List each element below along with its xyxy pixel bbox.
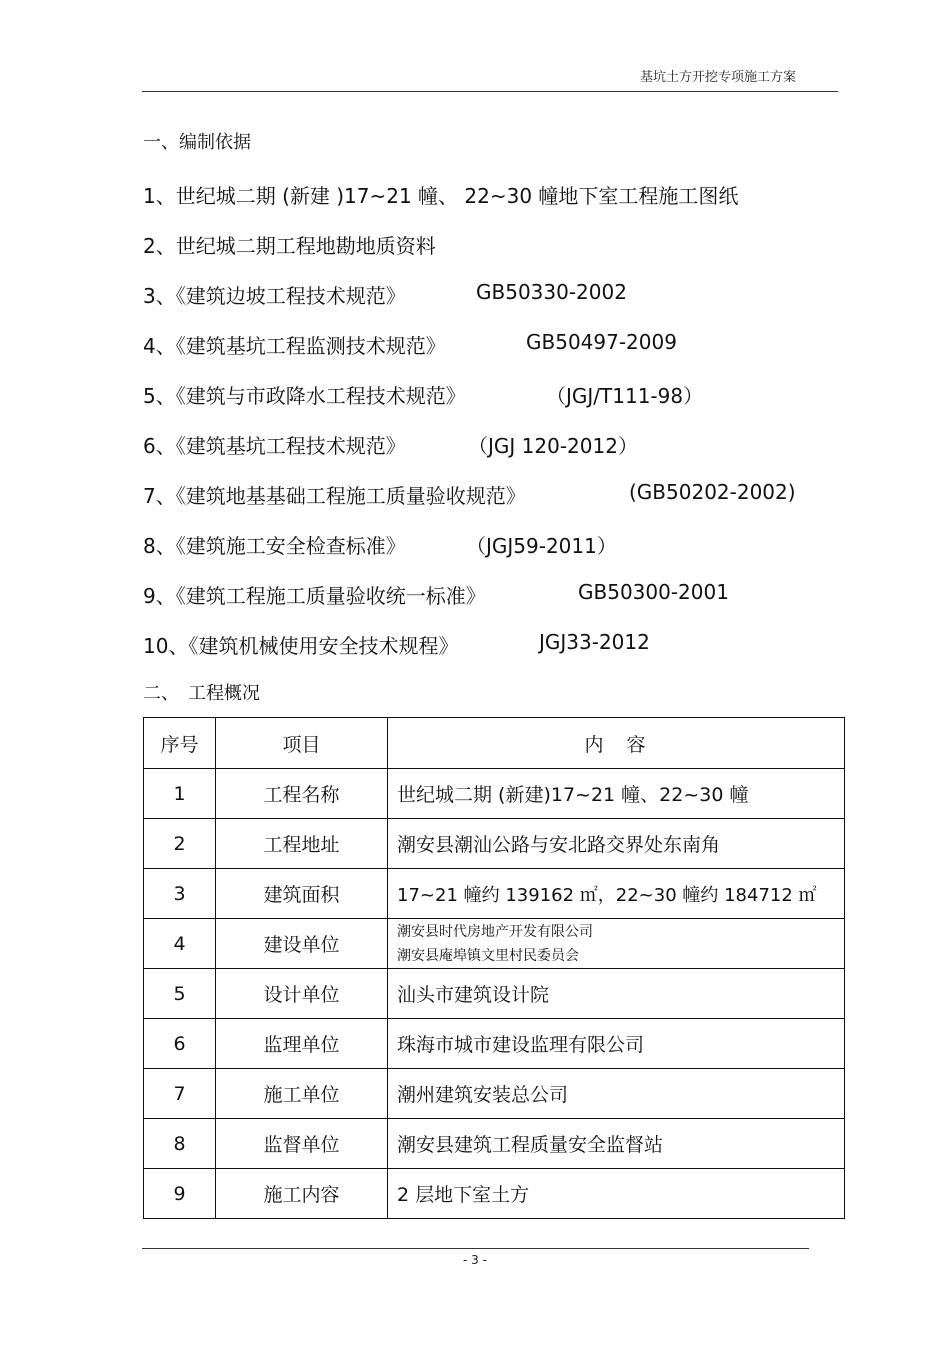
table-row: [144, 1019, 845, 1069]
header-cell-item: 项目: [216, 718, 388, 769]
row-number: 8: [144, 1119, 216, 1169]
page-number: - 3 -: [463, 1253, 487, 1267]
row-number: 6: [144, 1019, 216, 1069]
table-row: [144, 869, 845, 919]
reference-code: （JGJ/T111-98）: [546, 384, 704, 408]
reference-item: [143, 180, 738, 208]
footer-divider: [142, 1248, 809, 1249]
table-row: [144, 969, 845, 1019]
row-number: 1: [144, 769, 216, 819]
row-item: 设计单位: [216, 969, 388, 1019]
table-row: [144, 919, 845, 969]
section-title-overview: 二、 工程概况: [143, 683, 260, 704]
reference-text: 5、《建筑与市政降水工程技术规范》: [143, 384, 466, 408]
reference-item: [143, 430, 638, 458]
row-content: [388, 919, 845, 969]
reference-code: （JGJ 120-2012）: [468, 434, 638, 458]
reference-code: GB50497-2009: [526, 330, 677, 354]
reference-item: [143, 530, 617, 558]
row-content-line: 潮安县庵埠镇文里村民委员会: [397, 947, 579, 964]
reference-text: 3、《建筑边坡工程技术规范》: [143, 284, 406, 308]
row-item: 建筑面积: [216, 869, 388, 919]
reference-item: [143, 630, 650, 658]
row-item: 建设单位: [216, 919, 388, 969]
reference-text: 10、《建筑机械使用安全技术规程》: [143, 634, 459, 658]
reference-code: JGJ33-2012: [539, 630, 650, 654]
reference-text: 9、《建筑工程施工质量验收统一标准》: [143, 584, 486, 608]
reference-text: 7、《建筑地基基础工程施工质量验收规范》: [143, 484, 526, 508]
reference-item: [143, 480, 796, 508]
reference-code: （JGJ59-2011）: [466, 534, 617, 558]
row-item: 工程名称: [216, 769, 388, 819]
reference-code: (GB50202-2002): [629, 480, 796, 504]
reference-text: 8、《建筑施工安全检查标准》: [143, 534, 406, 558]
row-item: 施工内容: [216, 1169, 388, 1219]
table-header-row: [144, 718, 845, 769]
row-content: 潮安县建筑工程质量安全监督站: [388, 1119, 845, 1169]
table-row: [144, 1069, 845, 1119]
document-header-title: 基坑土方开挖专项施工方案: [640, 70, 797, 85]
row-content-line: 潮安县时代房地产开发有限公司: [397, 923, 593, 940]
row-number: 2: [144, 819, 216, 869]
table-row: [144, 1119, 845, 1169]
row-content: 世纪城二期 (新建)17~21 幢、22~30 幢: [388, 769, 845, 819]
header-cell-number: 序号: [144, 718, 216, 769]
row-item: 监理单位: [216, 1019, 388, 1069]
reference-code: GB50300-2001: [578, 580, 729, 604]
table-row: [144, 769, 845, 819]
reference-text: 2、世纪城二期工程地勘地质资料: [143, 234, 436, 258]
row-item: 施工单位: [216, 1069, 388, 1119]
header-cell-content: 内 容: [388, 718, 845, 769]
reference-item: [143, 330, 677, 358]
row-item: 工程地址: [216, 819, 388, 869]
reference-text: 6、《建筑基坑工程技术规范》: [143, 434, 406, 458]
reference-item: [143, 380, 704, 408]
row-number: 3: [144, 869, 216, 919]
reference-text: 1、世纪城二期 (新建 )17~21 幢、 22~30 幢地下室工程施工图纸: [143, 184, 739, 208]
row-number: 7: [144, 1069, 216, 1119]
row-content: 潮安县潮汕公路与安北路交界处东南角: [388, 819, 845, 869]
reference-item: [143, 580, 729, 608]
row-number: 9: [144, 1169, 216, 1219]
row-content: 潮州建筑安装总公司: [388, 1069, 845, 1119]
row-number: 4: [144, 919, 216, 969]
reference-item: [143, 230, 436, 258]
reference-item: [143, 280, 627, 308]
project-overview-table: [143, 717, 845, 1219]
row-content: 17~21 幢约 139162 ㎡，22~30 幢约 184712 ㎡: [388, 869, 845, 919]
row-content: 珠海市城市建设监理有限公司: [388, 1019, 845, 1069]
reference-text: 4、《建筑基坑工程监测技术规范》: [143, 334, 446, 358]
table-row: [144, 1169, 845, 1219]
reference-code: GB50330-2002: [476, 280, 627, 304]
row-content: 汕头市建筑设计院: [388, 969, 845, 1019]
row-content: 2 层地下室土方: [388, 1169, 845, 1219]
row-item: 监督单位: [216, 1119, 388, 1169]
row-number: 5: [144, 969, 216, 1019]
header-divider: [142, 91, 838, 92]
table-row: [144, 819, 845, 869]
section-title-basis: 一、编制依据: [143, 132, 251, 153]
